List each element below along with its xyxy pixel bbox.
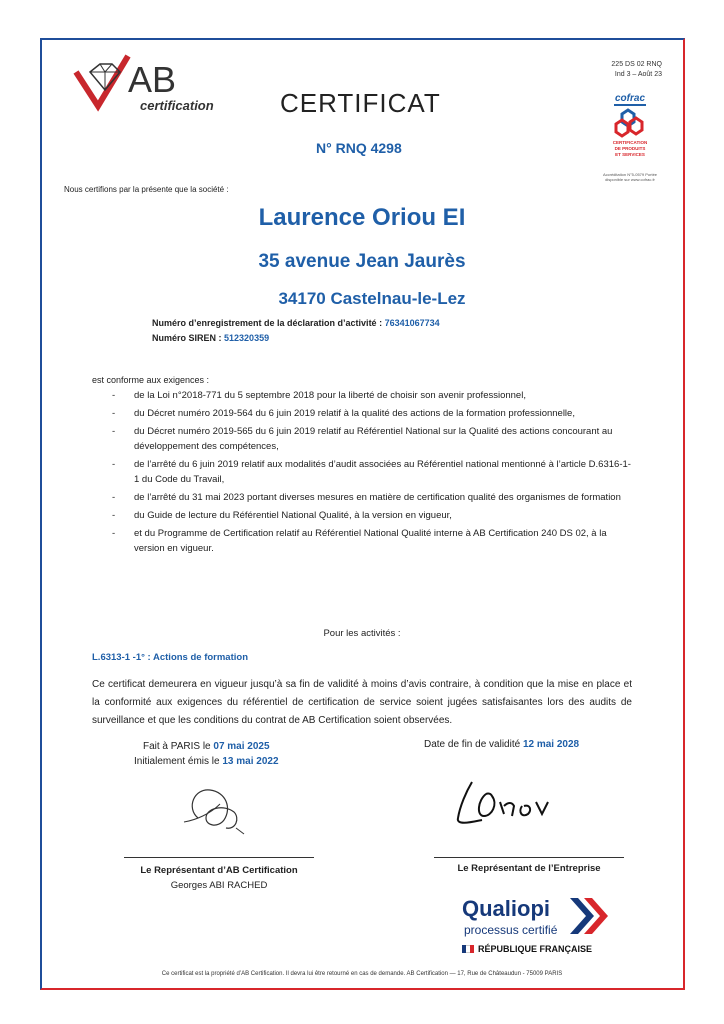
siren-label: Numéro SIREN : xyxy=(152,333,222,343)
issued-prefix: Fait à PARIS le xyxy=(142,741,211,752)
activities-label: Pour les activités : xyxy=(323,628,401,639)
registration-label: Numéro d’enregistrement de la déclaration d’activité : xyxy=(152,318,383,328)
registration-value: 76341067734 xyxy=(384,318,440,328)
siren-line xyxy=(152,333,269,343)
requirement-item: - du Décret numéro 2019-564 du 6 juin 2019 relatif à la qualité des actions de la formation professionnelle, xyxy=(112,406,632,421)
ab-representative-name: Georges ABI RACHED xyxy=(170,880,268,891)
certificate-number: N° RNQ 4298 xyxy=(316,140,402,156)
logo-ab-text: AB xyxy=(128,59,177,100)
ab-representative-label: Le Représentant d’AB Certification xyxy=(140,865,298,876)
initial-prefix: Initialement émis le xyxy=(134,756,220,767)
intro-text: Nous certifions par la présente que la société : xyxy=(64,185,229,194)
activity-item: L.6313-1 -1° : Actions de formation xyxy=(92,652,249,663)
issue-dates xyxy=(134,739,279,769)
page-title: CERTIFICAT xyxy=(280,88,441,118)
qualiopi-name: Qualiopi xyxy=(462,896,550,921)
qualiopi-logo xyxy=(462,896,612,952)
republique-text: RÉPUBLIQUE FRANÇAISE xyxy=(478,944,593,954)
ab-certification-logo xyxy=(70,52,230,116)
initial-date: 13 mai 2022 xyxy=(222,756,279,767)
company-signature-line xyxy=(434,857,624,858)
requirement-item: - de la Loi n°2018-771 du 5 septembre 2018 pour la liberté de choisir son avenir professionnel, xyxy=(112,388,632,403)
end-date: 12 mai 2028 xyxy=(522,739,580,750)
company-city: 34170 Castelnau-le-Lez xyxy=(278,289,466,308)
requirement-item: - du Décret numéro 2019-565 du 6 juin 2019 relatif au Référentiel National sur la Qualité des actions concourant au développement des compétences, xyxy=(112,424,632,454)
conformity-label: est conforme aux exigences : xyxy=(92,375,210,385)
ref-index: Ind 3 – Août 23 xyxy=(614,71,662,78)
ab-representative xyxy=(124,863,314,893)
qualiopi-sub: processus certifié xyxy=(464,923,558,937)
ab-signature-line xyxy=(124,857,314,858)
registration-line xyxy=(152,318,440,328)
requirement-item: - du Guide de lecture du Référentiel National Qualité, à la version en vigueur, xyxy=(112,508,632,523)
svg-text:ET SERVICES: ET SERVICES xyxy=(615,152,645,157)
cofrac-label: cofrac xyxy=(614,93,646,104)
republique-francaise xyxy=(462,944,592,954)
document-reference xyxy=(611,60,662,80)
end-date-line xyxy=(424,739,579,750)
company-address: 35 avenue Jean Jaurès xyxy=(258,251,466,272)
end-prefix: Date de fin de validité xyxy=(424,739,521,750)
qualiopi-chevrons-icon xyxy=(570,898,610,934)
company-representative-label: Le Représentant de l’Entreprise xyxy=(457,863,601,874)
validity-paragraph: Ce certificat demeurera en vigueur jusqu’à sa fin de validité à moins d’avis contraire, à condition que la mise en place et la conformité aux exigences du référentiel de certification de service soient jugées satisfaisantes lors des audits de surveillance et que les conditions du contrat de AB Certification soient observées. xyxy=(92,679,632,726)
requirement-item: - de l’arrêté du 31 mai 2023 portant diverses mesures en matière de certification qualité des organismes de formation xyxy=(112,490,632,505)
requirement-item: - et du Programme de Certification relatif au Référentiel National Qualité interne à AB Certification 240 DS 02, à la version en vigueur. xyxy=(112,526,632,556)
ref-code: 225 DS 02 RNQ xyxy=(611,61,662,68)
svg-text:CERTIFICATION: CERTIFICATION xyxy=(612,140,648,145)
issued-date: 07 mai 2025 xyxy=(213,741,270,752)
requirement-item: - de l’arrêté du 6 juin 2019 relatif aux modalités d’audit associées au Référentiel national mentionné à l’article D.6316-1-1 du Code du Travail, xyxy=(112,457,632,487)
company-signature xyxy=(452,772,562,832)
footer-note: Ce certificat est la propriété d’AB Certification. Il devra lui être retourné en cas de demande. AB Certification — 17, Rue de Châteaudun - 75009 PARIS xyxy=(161,971,563,977)
logo-cert-text: certification xyxy=(140,98,214,113)
cofrac-accreditation-note: Accréditation N°5-0579 Portée disponible sur www.cofrac.fr xyxy=(602,172,658,182)
company-name: Laurence Oriou EI xyxy=(258,204,466,231)
svg-text:DE PRODUITS: DE PRODUITS xyxy=(614,146,646,151)
ab-signature xyxy=(176,778,266,842)
siren-value: 512320359 xyxy=(224,333,270,343)
cofrac-logo xyxy=(608,92,652,170)
requirements-list xyxy=(112,388,632,559)
